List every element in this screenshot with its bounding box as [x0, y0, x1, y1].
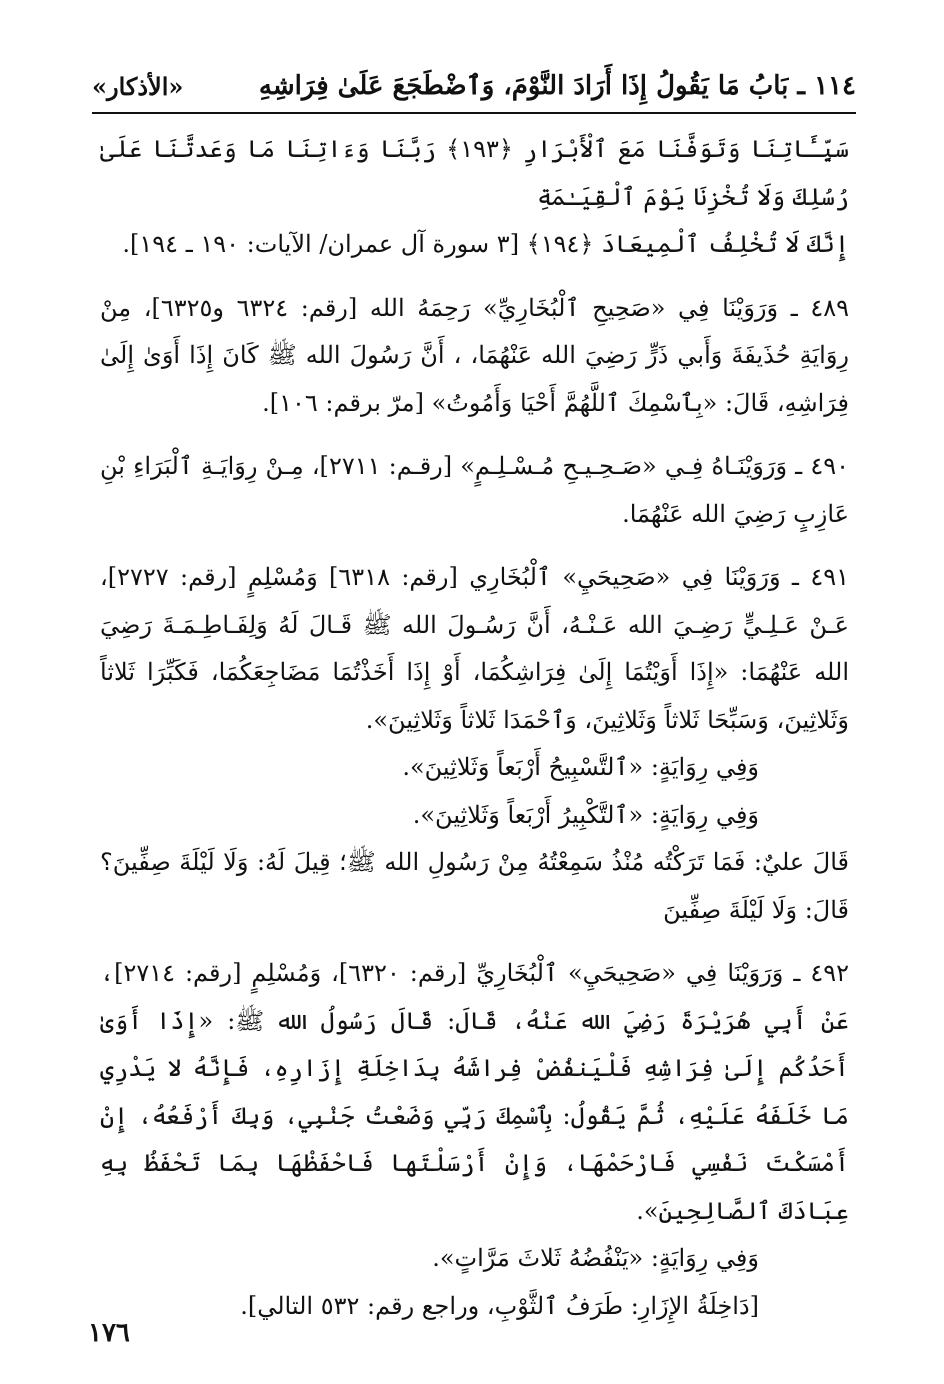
- book-title: «الأذكار»: [92, 71, 184, 101]
- hadith-491-variant-1: وَفِي رِوَايَةٍ: «ٱلتَّسْبِيحُ أَرْبَعاً وَثَلاثِينَ».: [402, 753, 759, 781]
- page-number: ١٧٦: [88, 1318, 130, 1348]
- quran-verse-line-1: سَيِّـَٔاتِنَا وَتَوَفَّنَا مَعَ ٱلْأَبْرَارِ ﴿١٩٣﴾ رَبَّنَا وَءَاتِنَا مَا وَعَدتَّنَا عَلَىٰ رُسُلِكَ وَلَا تُخْزِنَا يَوْمَ ٱلْقِيَـٰمَةِ: [100, 135, 849, 211]
- hadith-492-note: [دَاخِلَةُ الإِزَارِ: طَرَفُ ٱلثَّوْبِ، وراجع رقم: ٥٣٢ التالي].: [240, 1291, 759, 1320]
- hadith-489: ٤٨٩ ـ وَرَوَيْنَا فِي «صَحِيحِ ٱلْبُخَارِيِّ» رَحِمَهُ الله [رقم: ٦٣٢٤ و٦٣٢٥]، مِنْ رِوَايَةِ حُذَيفَةَ وَأَبي ذَرٍّ رَضِيَ الله عَنْهُمَا، ، أَنَّ رَسُولَ الله ﷺ كَانَ إِذَا أَوَىٰ إِلَىٰ فِرَاشِهِ، قَالَ: «بِٱسْمِكَ ٱللَّهُمَّ أَحْيَا وَأَمُوتُ» [مرّ برقم: ١٠٦].: [100, 293, 850, 417]
- chapter-title: ١١٤ ـ بَابُ مَا يَقُولُ إِذَا أَرَادَ النَّوْمَ، وَٱضْطَجَعَ عَلَىٰ فِرَاشِهِ: [258, 71, 856, 101]
- quran-verse-line-2: إِنَّكَ لَا تُخْلِفُ ٱلْمِيعَادَ ﴿١٩٤﴾ [٣ سورة آل عمران/ الآيات: ١٩٠ ـ ١٩٤].: [122, 230, 849, 258]
- page-body: [100, 126, 849, 1330]
- hadith-491-variant-2: وَفِي رِوَايَةٍ: «ٱلتَّكْبِيرُ أَرْبَعاً وَثَلاثِينَ».: [412, 800, 759, 829]
- hadith-491: ٤٩١ ـ وَرَوَيْنَا فِي «صَحِيحَيِ» ٱلْبُخَارِي [رقم: ٦٣١٨] وَمُسْلِمٍ [رقم: ٢٧٢٧]، عَـنْ عَـلِـيٍّ رَضِـيَ الله عَـنْـهُ، أَنَّ رَسُـولَ الله ﷺ قَـالَ لَهُ وَلِفَـاطِـمَـةَ رَضِيَ الله عَنْهُمَا: «إِذَا أَوَيْتُمَا إِلَىٰ فِرَاشِكُمَا، أَوْ إِذَا أَخَذْتُمَا مَضَاجِعَكُمَا، فَكَبِّرَا ثَلاثاً وَثَلاثِينَ، وَسَبِّحَا ثَلاثاً وَثَلاثِينَ، وَٱحْمَدَا ثَلاثاً وَثَلاثِينَ».: [100, 563, 849, 734]
- page-header: [92, 62, 856, 110]
- hadith-491-ali-comment: قَالَ عليٌ: فَمَا تَرَكْتُه مُنْذُ سَمِعْتُهُ مِنْ رَسُولِ الله ﷺ؛ قِيلَ لَهُ: وَلَا لَيْلَةَ صِفِّينَ؟ قَالَ: وَلَا لَيْلَةَ صِفِّينَ: [100, 848, 849, 924]
- hadith-490: ٤٩٠ ـ وَرَوَيْنَـاهُ فِـي «صَـحِـيـحِ مُـسْـلِـمٍ» [رقـم: ٢٧١١]، مِـنْ رِوَايَـةِ ٱلْبَرَاءِ بْنِ عَازِبٍ رَضِيَ الله عَنْهُمَا.: [100, 452, 850, 528]
- hadith-492-variant-1: وَفِي رِوَايَةٍ: «يَنْفُضُهُ ثَلاثَ مَرَّاتٍ».: [432, 1244, 759, 1272]
- header-rule: [92, 112, 856, 114]
- hadith-492: ٤٩٢ ـ وَرَوَيْنَا فِي «صَحِيحَيِ» ٱلْبُخَارِيِّ [رقم: ٦٣٢٠]، وَمُسْلِمٍ [رقم: ٢٧١٤]، عَنْ أَبِي هُرَيْرَةَ رَضِيَ الله عَنْهُ، قَالَ: قَالَ رَسُولُ الله ﷺ: «إِذَا أَوَىٰ أَحَدُكُم إِلَىٰ فِرَاشِهِ فَلْيَنفُضْ فِراشَهُ بِدَاخِلَةِ إِزَارِهِ، فَإِنَّهُ لا يَدْرِي مَا خَلَفَهُ عَلَيْهِ، ثُمَّ يَقُولُ: بِٱسْمِكَ رَبِّي وَضَعْتُ جَنْبِي، وَبِكَ أَرْفَعُهُ، إِنْ أَمْسَكْتَ نَفْسِي فَارْحَمْهَا، وَإِنْ أَرْسَلْتَها فَاحْفَظْهَا بِمَا تَحْفَظُ بِهِ عِبَادَكَ ٱلصَّالِحِينَ».: [100, 959, 850, 1225]
